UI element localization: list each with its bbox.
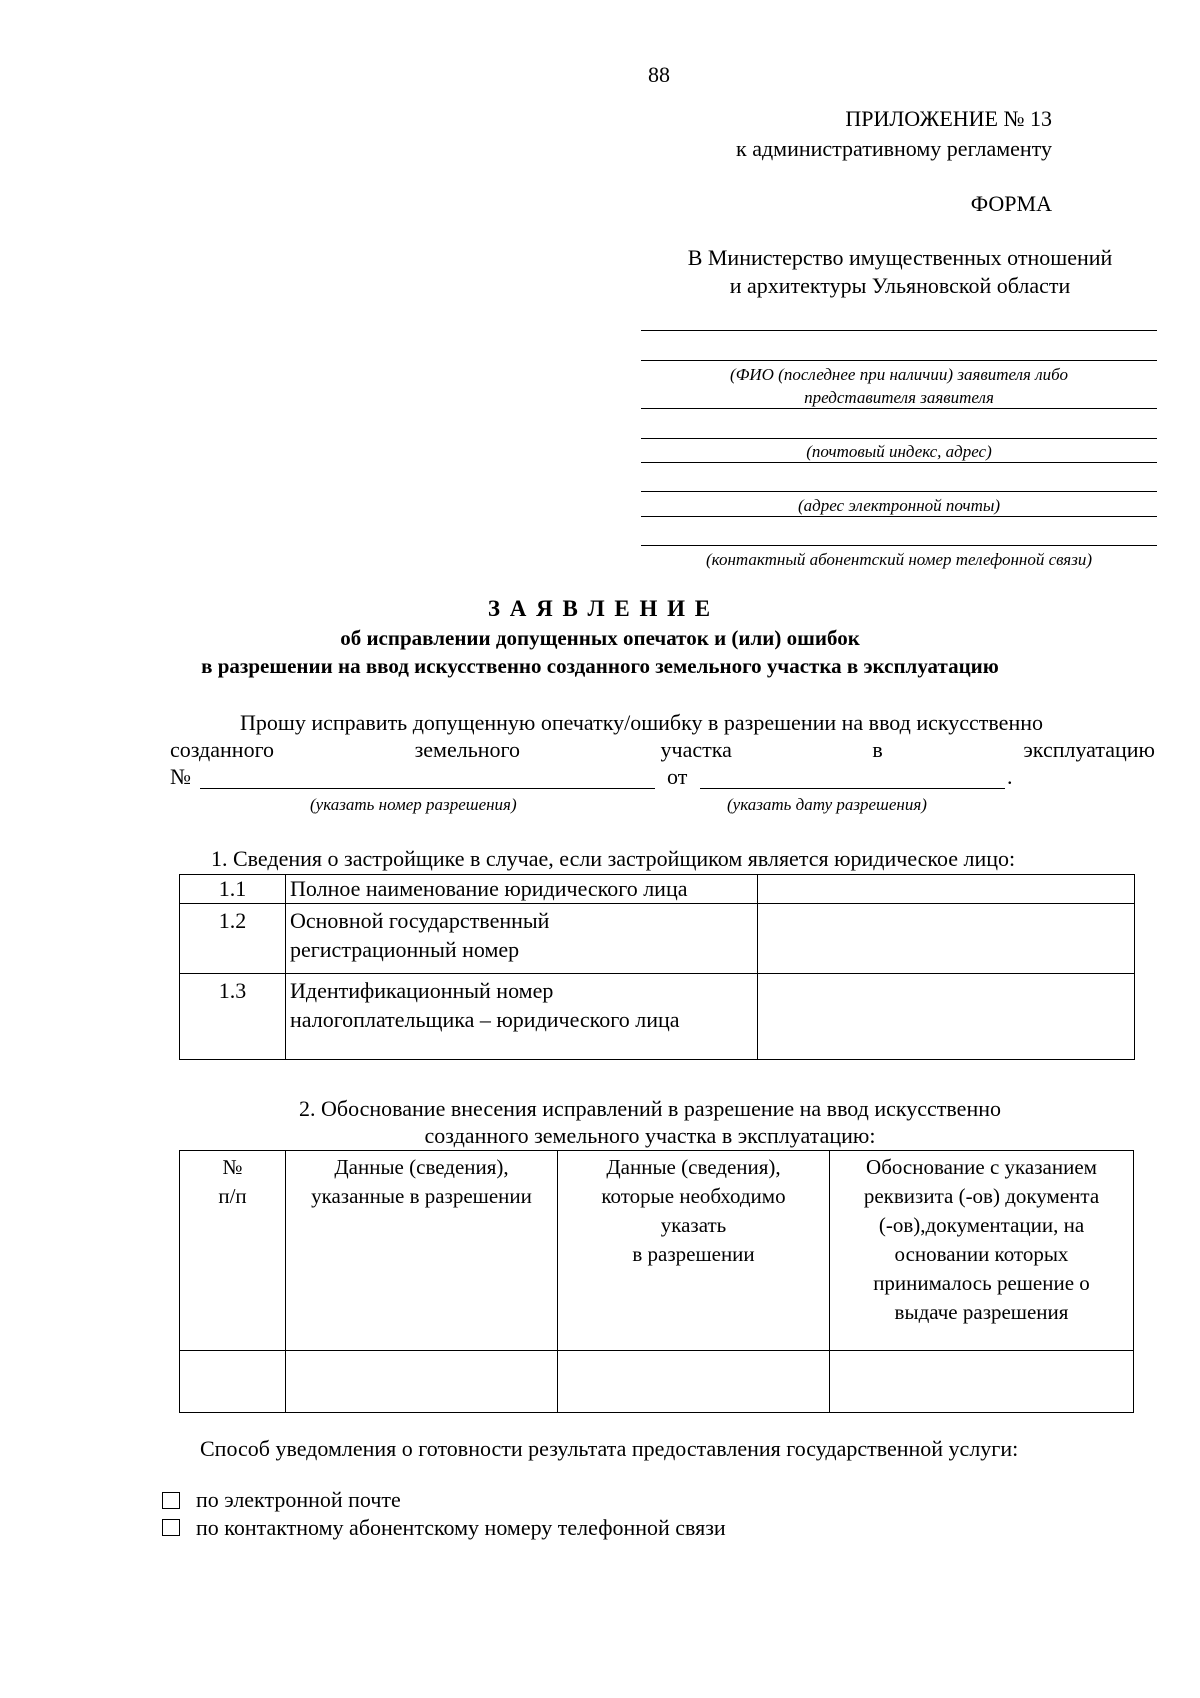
- email-field-line-2[interactable]: [641, 516, 1157, 517]
- row-value-cell[interactable]: [758, 904, 1135, 974]
- request-word: эксплуатацию: [1023, 737, 1155, 762]
- cell-current-data[interactable]: [286, 1351, 558, 1413]
- developer-info-table: [179, 874, 1135, 1060]
- phone-caption: (контактный абонентский номер телефонной связи): [706, 550, 1092, 569]
- phone-checkbox[interactable]: [162, 1519, 180, 1536]
- header-line: п/п: [218, 1184, 247, 1208]
- email-caption: (адрес электронной почты): [797, 496, 1001, 515]
- period-mark: .: [1007, 764, 1013, 789]
- row-label: [286, 974, 758, 1060]
- recipient-line-1: В Министерство имущественных отношений: [687, 245, 1113, 270]
- postal-field-line-2[interactable]: [641, 462, 1157, 463]
- column-header-justification: [830, 1151, 1134, 1351]
- phone-option-label: по контактному абонентскому номеру телефонной связи: [196, 1515, 726, 1540]
- fio-caption-line-1: (ФИО (последнее при наличии) заявителя либо: [730, 365, 1068, 384]
- column-header-correct-data: [558, 1151, 830, 1351]
- regulation-reference: к административному регламенту: [736, 136, 1052, 161]
- column-header-number: [180, 1151, 286, 1351]
- header-line: основании которых: [894, 1242, 1069, 1266]
- header-line: реквизита (-ов) документа: [863, 1184, 1100, 1208]
- row-value-cell[interactable]: [758, 974, 1135, 1060]
- row-label: Полное наименование юридического лица: [286, 875, 758, 904]
- number-label: №: [170, 764, 191, 789]
- document-subtitle-2: в разрешении на ввод искусственно созданного земельного участка в эксплуатацию: [201, 654, 999, 678]
- from-label: от: [667, 764, 688, 789]
- document-subtitle-1: об исправлении допущенных опечаток и (или) ошибок: [340, 626, 860, 650]
- recipient-line-2: и архитектуры Ульяновской области: [729, 273, 1071, 298]
- cell-number[interactable]: [180, 1351, 286, 1413]
- section-2-heading-line-2: созданного земельного участка в эксплуатацию:: [424, 1123, 876, 1148]
- notification-heading: Способ уведомления о готовности результата предоставления государственной услуги:: [200, 1436, 1019, 1461]
- table-row: [180, 974, 1135, 1060]
- email-option-label: по электронной почте: [196, 1487, 401, 1512]
- header-line: (-ов),документации, на: [878, 1213, 1085, 1237]
- row-label: [286, 904, 758, 974]
- row-label-line: Идентификационный номер: [290, 978, 554, 1003]
- table-row: [180, 904, 1135, 974]
- row-number: 1.3: [180, 974, 286, 1060]
- header-line: Данные (сведения),: [334, 1155, 509, 1179]
- fio-field-line-3[interactable]: [641, 408, 1157, 409]
- row-label-line: налогоплательщика – юридического лица: [290, 1007, 680, 1032]
- section-1-heading: 1. Сведения о застройщике в случае, если застройщиком является юридическое лицо:: [211, 846, 1016, 871]
- postal-caption: (почтовый индекс, адрес): [806, 442, 992, 461]
- request-word: участка: [660, 737, 732, 762]
- header-line: которые необходимо: [601, 1184, 786, 1208]
- appendix-number: ПРИЛОЖЕНИЕ № 13: [845, 106, 1052, 131]
- table-row: [180, 1351, 1134, 1413]
- permit-date-field[interactable]: [700, 788, 1005, 789]
- table-header-row: [180, 1151, 1134, 1351]
- row-label-line: регистрационный номер: [290, 937, 520, 962]
- header-line: №: [222, 1155, 243, 1179]
- row-label-line: Основной государственный: [290, 908, 550, 933]
- header-line: Обоснование с указанием: [866, 1155, 1097, 1179]
- form-label: ФОРМА: [970, 191, 1052, 216]
- header-line: в разрешении: [632, 1242, 755, 1266]
- page-number: 88: [648, 62, 670, 87]
- row-value-cell[interactable]: [758, 875, 1135, 904]
- request-word: в: [872, 737, 883, 762]
- corrections-table: [179, 1150, 1134, 1413]
- header-line: выдаче разрешения: [894, 1300, 1069, 1324]
- document-title: З А Я В Л Е Н И Е: [487, 596, 713, 621]
- fio-field-line-1[interactable]: [641, 330, 1157, 331]
- phone-field-line[interactable]: [641, 545, 1157, 546]
- cell-correct-data[interactable]: [558, 1351, 830, 1413]
- fio-field-line-2[interactable]: [641, 360, 1157, 361]
- header-line: принималось решение о: [873, 1271, 1090, 1295]
- header-line: Данные (сведения),: [606, 1155, 781, 1179]
- row-number: 1.2: [180, 904, 286, 974]
- request-word: земельного: [414, 737, 520, 762]
- row-number: 1.1: [180, 875, 286, 904]
- section-2-heading-line-1: 2. Обоснование внесения исправлений в разрешение на ввод искусственно: [299, 1096, 1001, 1121]
- request-line-1: Прошу исправить допущенную опечатку/ошибку в разрешении на ввод искусственно: [240, 710, 1043, 735]
- column-header-current-data: [286, 1151, 558, 1351]
- request-line-2: [170, 737, 1155, 763]
- request-word: созданного: [170, 737, 275, 762]
- permit-number-caption: (указать номер разрешения): [310, 795, 517, 814]
- permit-number-field[interactable]: [200, 788, 655, 789]
- fio-caption-line-2: представителя заявителя: [804, 388, 994, 407]
- cell-justification[interactable]: [830, 1351, 1134, 1413]
- table-row: [180, 875, 1135, 904]
- permit-date-caption: (указать дату разрешения): [727, 795, 927, 814]
- header-line: указанные в разрешении: [311, 1184, 532, 1208]
- postal-field-line[interactable]: [641, 438, 1157, 439]
- email-checkbox[interactable]: [162, 1492, 180, 1509]
- header-line: указать: [660, 1213, 727, 1237]
- email-field-line[interactable]: [641, 491, 1157, 492]
